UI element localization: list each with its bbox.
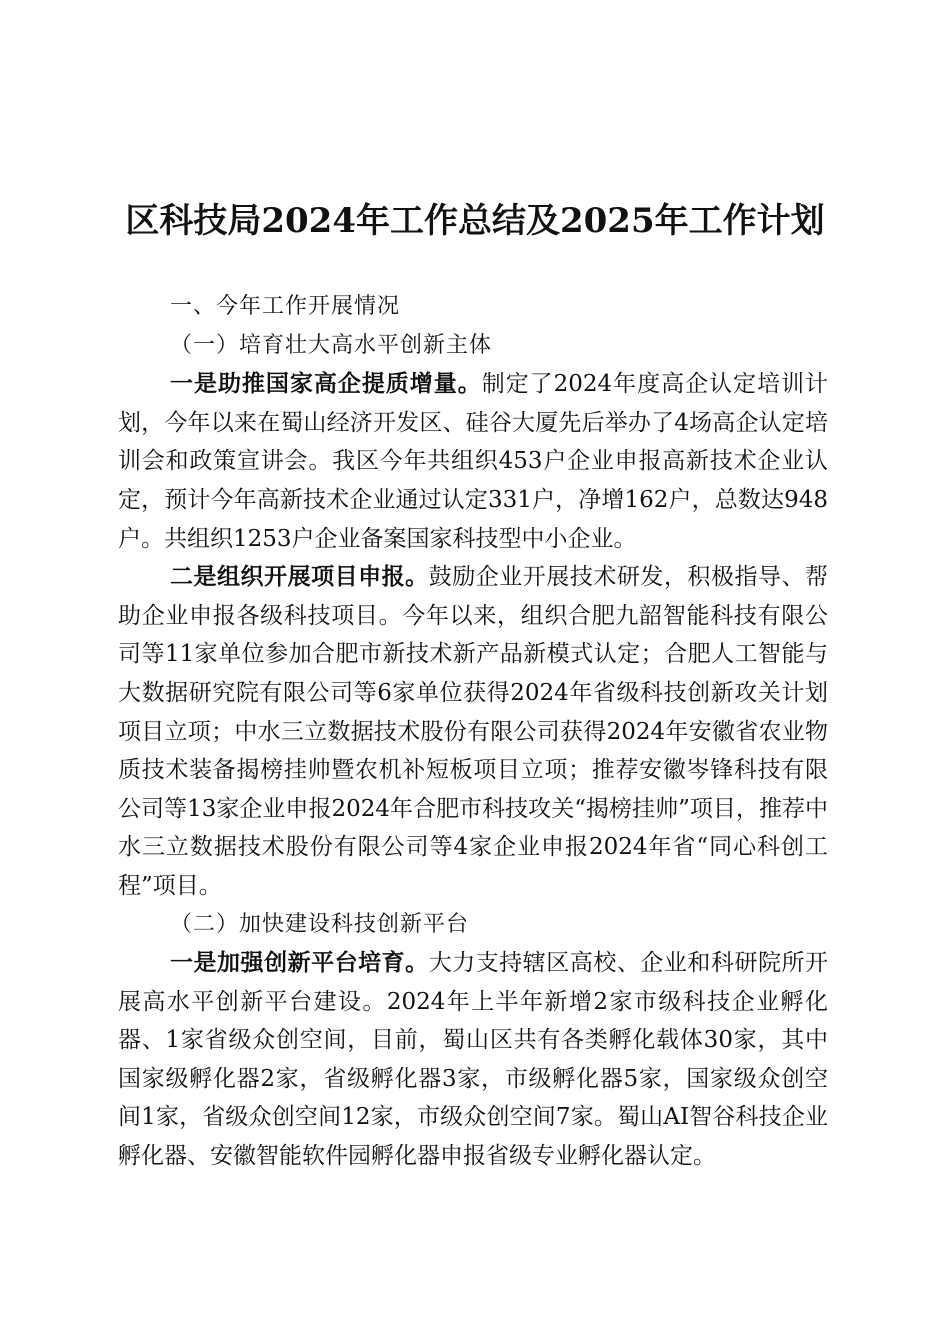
document-body [118, 288, 828, 1176]
paragraph-lead: 一是加强创新平台培育。 [170, 950, 429, 977]
paragraph [118, 365, 828, 558]
paragraph-body: 鼓励企业开展技术研发，积极指导、帮助企业申报各级科技项目。今年以来，组织合肥九韶智能科技有限公司等11家单位参加合肥市新技术新产品新模式认定；合肥人工智能与大数据研究院有限公司等6家单位获得2024年省级科技创新攻关计划项目立项；中水三立数据技术股份有限公司获得2024年安徽省农业物质技术装备揭榜挂帅暨农机补短板项目立项；推荐安徽岑锋科技有限公司等13家企业申报2024年合肥市科技攻关“揭榜挂帅”项目，推荐中水三立数据技术股份有限公司等4家企业申报2024年省“同心科创工程”项目。 [118, 564, 829, 899]
document-title: 区科技局2024年工作总结及2025年工作计划 [125, 201, 825, 241]
paragraph-lead: 二是组织开展项目申报。 [170, 564, 429, 591]
paragraph-body: 制定了2024年度高企认定培训计划，今年以来在蜀山经济开发区、硅谷大厦先后举办了4场高企认定培训会和政策宣讲会。我区今年共组织453户企业申报高新技术企业认定，预计今年高新技术企业通过认定331户，净增162户，总数达948户。共组织1253户企业备案国家科技型中小企业。 [118, 371, 828, 552]
paragraph-body: 大力支持辖区高校、企业和科研院所开展高水平创新平台建设。2024年上半年新增2家市级科技企业孵化器、1家省级众创空间，目前，蜀山区共有各类孵化载体30家，其中国家级孵化器2家，省级孵化器3家，市级孵化器5家，国家级众创空间1家，省级众创空间12家，市级众创空间7家。蜀山AI智谷科技企业孵化器、安徽智能软件园孵化器申报省级专业孵化器认定。 [118, 950, 829, 1170]
paragraph [118, 944, 828, 1176]
section-heading: 一、今年工作开展情况 [170, 294, 401, 319]
paragraph [118, 558, 828, 905]
subsection-heading: （二）加快建设科技创新平台 [170, 911, 470, 937]
paragraph-lead: 一是助推国家高企提质增量。 [170, 371, 482, 398]
subsection-heading: （一）培育壮大高水平创新主体 [170, 332, 493, 358]
